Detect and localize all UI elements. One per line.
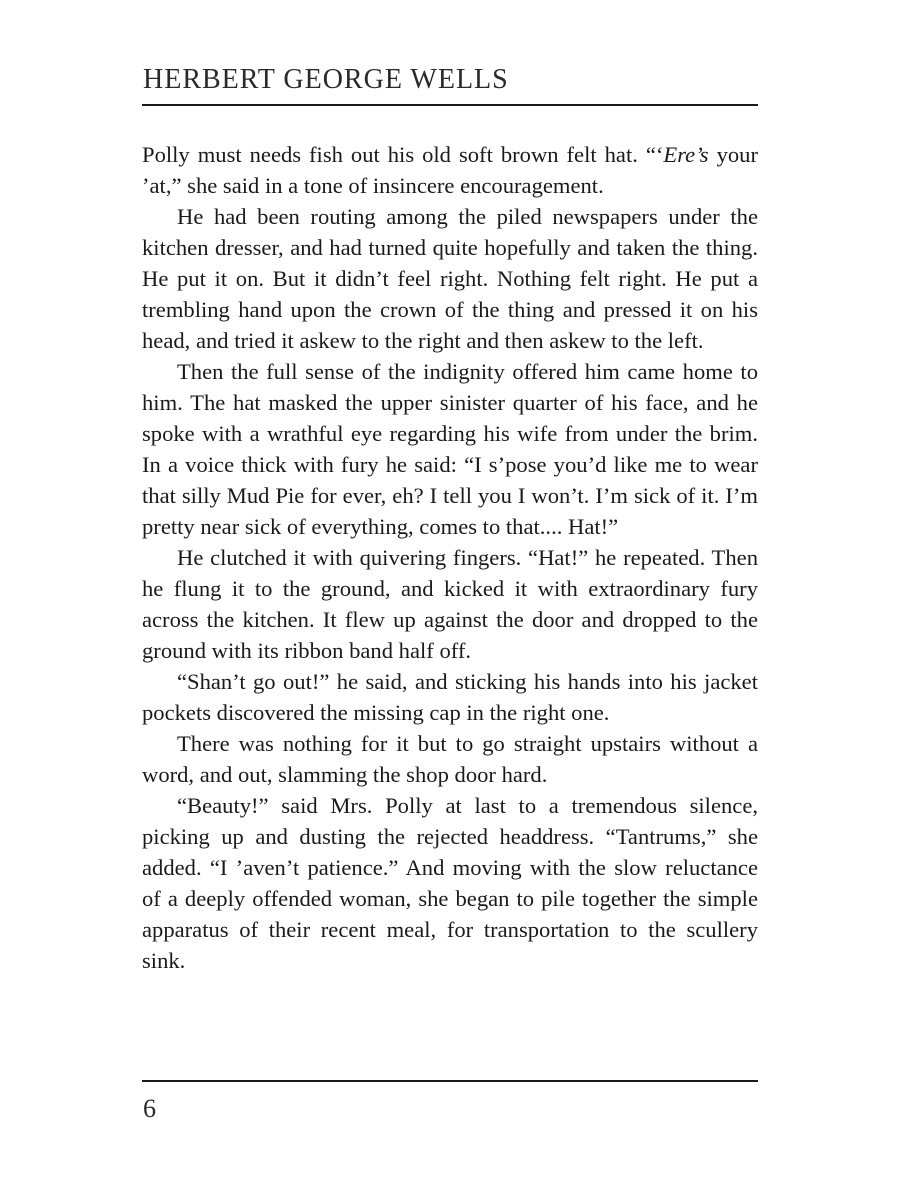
header-rule bbox=[142, 104, 758, 106]
paragraph-text: your ’at,” she said in a tone of insincere encouragement. bbox=[142, 142, 758, 198]
paragraph: He had been routing among the piled newspapers under the kitchen dresser, and had turned quite hopefully and taken the thing. He put it on. But it didn’t feel right. Nothing felt right. He put a trembling hand upon the crown of the thing and pressed it on his head, and tried it askew to the right and then askew to the left. bbox=[142, 204, 758, 353]
italic-word: Ere’s bbox=[663, 142, 709, 167]
paragraph: He clutched it with quivering fingers. “Hat!” he repeated. Then he flung it to the ground, and kicked it with extraordinary fury across the kitchen. It flew up against the door and dropped to the ground with its ribbon band half off. bbox=[142, 545, 758, 663]
paragraph: There was nothing for it but to go straight upstairs without a word, and out, slamming the shop door hard. bbox=[142, 731, 758, 787]
paragraph-text: Polly must needs fish out his old soft brown felt hat. “‘ bbox=[142, 142, 664, 167]
paragraph: “Beauty!” said Mrs. Polly at last to a tremendous silence, picking up and dusting the rejected headdress. “Tantrums,” she added. “I ’aven’t patience.” And moving with the slow reluctance of a deeply offended woman, she began to pile together the simple apparatus of their recent meal, for transportation to the scullery sink. bbox=[142, 793, 758, 973]
paragraph: “Shan’t go out!” he said, and sticking his hands into his jacket pockets discovered the missing cap in the right one. bbox=[142, 669, 758, 725]
body-text bbox=[142, 139, 758, 976]
page-number: 6 bbox=[143, 1094, 156, 1123]
footer-rule bbox=[142, 1080, 758, 1082]
running-head: HERBERT GEORGE WELLS bbox=[143, 64, 509, 95]
paragraph bbox=[142, 139, 758, 201]
paragraph: Then the full sense of the indignity offered him came home to him. The hat masked the upper sinister quarter of his face, and he spoke with a wrathful eye regarding his wife from under the brim. In a voice thick with fury he said: “I s’pose you’d like me to wear that silly Mud Pie for ever, eh? I tell you I won’t. I’m sick of it. I’m pretty near sick of everything, comes to that.... Hat!” bbox=[142, 359, 758, 539]
